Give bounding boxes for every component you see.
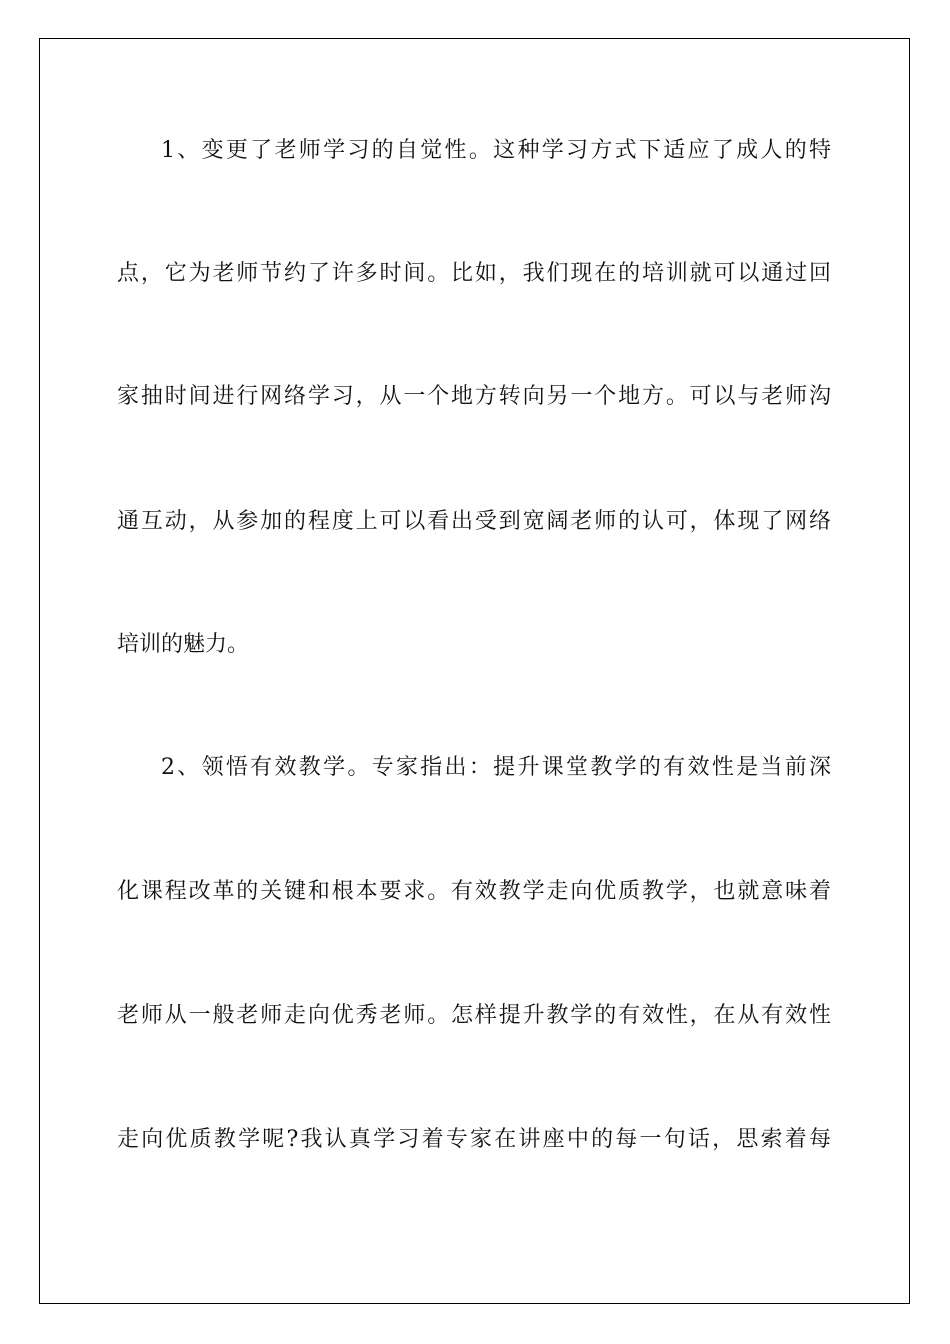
- paragraph-1-line-4: 通互动，从参加的程度上可以看出受到宽阔老师的认可，体现了网络: [117, 509, 831, 534]
- paragraph-1-line-5: 培训的魅力。: [117, 632, 250, 657]
- paragraph-1-line-3: 家抽时间进行网络学习，从一个地方转向另一个地方。可以与老师沟: [117, 384, 831, 409]
- paragraph-2-line-4: 走向优质教学呢?我认真学习着专家在讲座中的每一句话，思索着每: [117, 1127, 831, 1152]
- paragraph-1-line-2: 点，它为老师节约了许多时间。比如，我们现在的培训就可以通过回: [117, 261, 831, 286]
- paragraph-2-line-3: 老师从一般老师走向优秀老师。怎样提升教学的有效性，在从有效性: [117, 1003, 831, 1028]
- paragraph-1-line-1: 1、变更了老师学习的自觉性。这种学习方式下适应了成人的特: [161, 138, 831, 163]
- page-frame: [39, 38, 910, 1304]
- paragraph-2-line-1: 2、领悟有效教学。专家指出：提升课堂教学的有效性是当前深: [161, 755, 831, 780]
- paragraph-2-line-2: 化课程改革的关键和根本要求。有效教学走向优质教学，也就意味着: [117, 879, 831, 904]
